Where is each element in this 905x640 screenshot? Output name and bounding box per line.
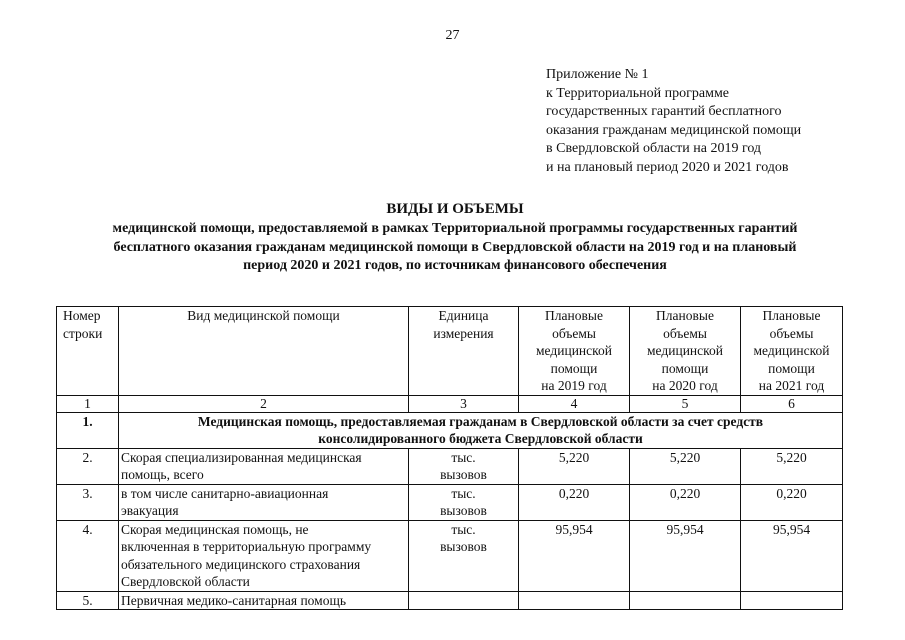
header-text: Плановые (762, 308, 821, 323)
row-number-cell (57, 412, 119, 448)
care-kind-line: Первичная медико-санитарная помощь (121, 592, 347, 608)
care-kind-line: Скорая специализированная медицинская (121, 449, 362, 465)
table-row (57, 484, 843, 520)
unit-cell (409, 448, 519, 484)
subtitle-line: медицинской помощи, предоставляемой в рамках Территориальной программы государственных гарантий (112, 221, 798, 236)
header-text: Единица (438, 308, 489, 323)
appendix-line: оказания гражданам медицинской помощи (546, 122, 802, 138)
plan-value-2020 (630, 591, 741, 610)
section-title-line: консолидированного бюджета Свердловской области (318, 431, 643, 446)
plan-value-2019 (519, 591, 630, 610)
column-number: 5 (630, 395, 741, 412)
table-row (57, 591, 843, 610)
volumes-table (56, 306, 843, 610)
column-number: 3 (409, 395, 519, 412)
subtitle-line: период 2020 и 2021 годов, по источникам финансового обеспечения (243, 258, 667, 273)
care-kind-cell (119, 448, 409, 484)
unit-line: вызовов (440, 539, 487, 554)
appendix-line: в Свердловской области на 2019 год (546, 141, 762, 156)
header-text: строки (63, 325, 103, 341)
header-text: медицинской (753, 343, 830, 358)
column-numbers-row (57, 395, 843, 412)
page-number: 27 (445, 28, 460, 43)
care-kind-line: помощь, всего (121, 467, 204, 482)
appendix-block (546, 66, 801, 177)
care-kind-line: Скорая медицинская помощь, не (121, 521, 309, 537)
header-text: Вид медицинской помощи (187, 308, 340, 323)
document-subtitle (60, 220, 850, 276)
header-kind (119, 307, 409, 396)
row-number: 5. (82, 592, 93, 608)
row-number-cell (57, 520, 119, 591)
header-text: объемы (769, 325, 814, 341)
row-number-cell (57, 448, 119, 484)
plan-value-2019: 0,220 (519, 484, 630, 520)
header-row (57, 307, 843, 396)
plan-value-2020: 0,220 (630, 484, 741, 520)
row-number: 3. (82, 485, 93, 501)
row-number: 4. (82, 521, 93, 537)
row-number-cell (57, 484, 119, 520)
care-kind-line: Свердловской области (121, 574, 250, 589)
header-text: медицинской (536, 343, 612, 358)
section-title-line: Медицинская помощь, предоставляемая гражданам в Свердловской области за счет средств (197, 413, 764, 429)
header-text: помощи (550, 360, 598, 376)
plan-value-2020: 5,220 (630, 448, 741, 484)
column-number: 1 (57, 395, 119, 412)
header-text: объемы (663, 325, 707, 341)
care-kind-line: эвакуация (121, 503, 179, 518)
column-number: 4 (519, 395, 630, 412)
table-row (57, 520, 843, 591)
section-title-cell (119, 412, 843, 448)
plan-value-2019: 95,954 (519, 520, 630, 591)
header-unit (409, 307, 519, 396)
header-text: на 2021 год (758, 378, 825, 393)
header-plan-2020 (630, 307, 741, 396)
table-row (57, 448, 843, 484)
appendix-line: и на плановый период 2020 и 2021 годов (546, 159, 789, 175)
unit-line: тыс. (451, 521, 476, 537)
section-row (57, 412, 843, 448)
row-number-cell (57, 591, 119, 610)
row-number: 1. (82, 413, 93, 429)
header-plan-2019 (519, 307, 630, 396)
unit-line: тыс. (451, 485, 476, 501)
header-text: помощи (661, 360, 709, 376)
unit-line: вызовов (440, 467, 487, 482)
unit-line: вызовов (440, 503, 487, 518)
care-kind-line: в том числе санитарно-авиационная (121, 485, 329, 501)
plan-value-2019: 5,220 (519, 448, 630, 484)
header-text: на 2019 год (541, 378, 607, 393)
appendix-line: Приложение № 1 (546, 67, 649, 82)
unit-line: тыс. (451, 449, 476, 465)
header-text: измерения (433, 325, 494, 341)
appendix-line: государственных гарантий бесплатного (546, 104, 782, 119)
header-plan-2021 (741, 307, 843, 396)
plan-value-2021: 5,220 (741, 448, 843, 484)
header-text: Плановые (545, 308, 603, 323)
plan-value-2021 (741, 591, 843, 610)
plan-value-2020: 95,954 (630, 520, 741, 591)
header-text: Плановые (656, 308, 714, 323)
care-kind-line: включенная в территориальную программу (121, 539, 372, 554)
plan-value-2021: 0,220 (741, 484, 843, 520)
care-kind-cell (119, 591, 409, 610)
appendix-line: к Территориальной программе (546, 85, 730, 101)
unit-cell (409, 484, 519, 520)
column-number: 2 (119, 395, 409, 412)
header-row-number (57, 307, 119, 396)
column-number: 6 (741, 395, 843, 412)
care-kind-cell (119, 484, 409, 520)
header-text: медицинской (647, 343, 723, 358)
unit-cell (409, 591, 519, 610)
subtitle-line: бесплатного оказания гражданам медицинской помощи в Свердловской области на 2019 год и на плановый (113, 239, 797, 255)
row-number: 2. (82, 449, 93, 465)
plan-value-2021: 95,954 (741, 520, 843, 591)
header-text: Номер (63, 308, 101, 323)
header-text: на 2020 год (652, 378, 718, 393)
header-text: объемы (552, 325, 596, 341)
unit-cell (409, 520, 519, 591)
document-title: ВИДЫ И ОБЪЕМЫ (386, 201, 524, 217)
header-text: помощи (768, 360, 815, 376)
care-kind-line: обязательного медицинского страхования (121, 556, 361, 572)
care-kind-cell (119, 520, 409, 591)
